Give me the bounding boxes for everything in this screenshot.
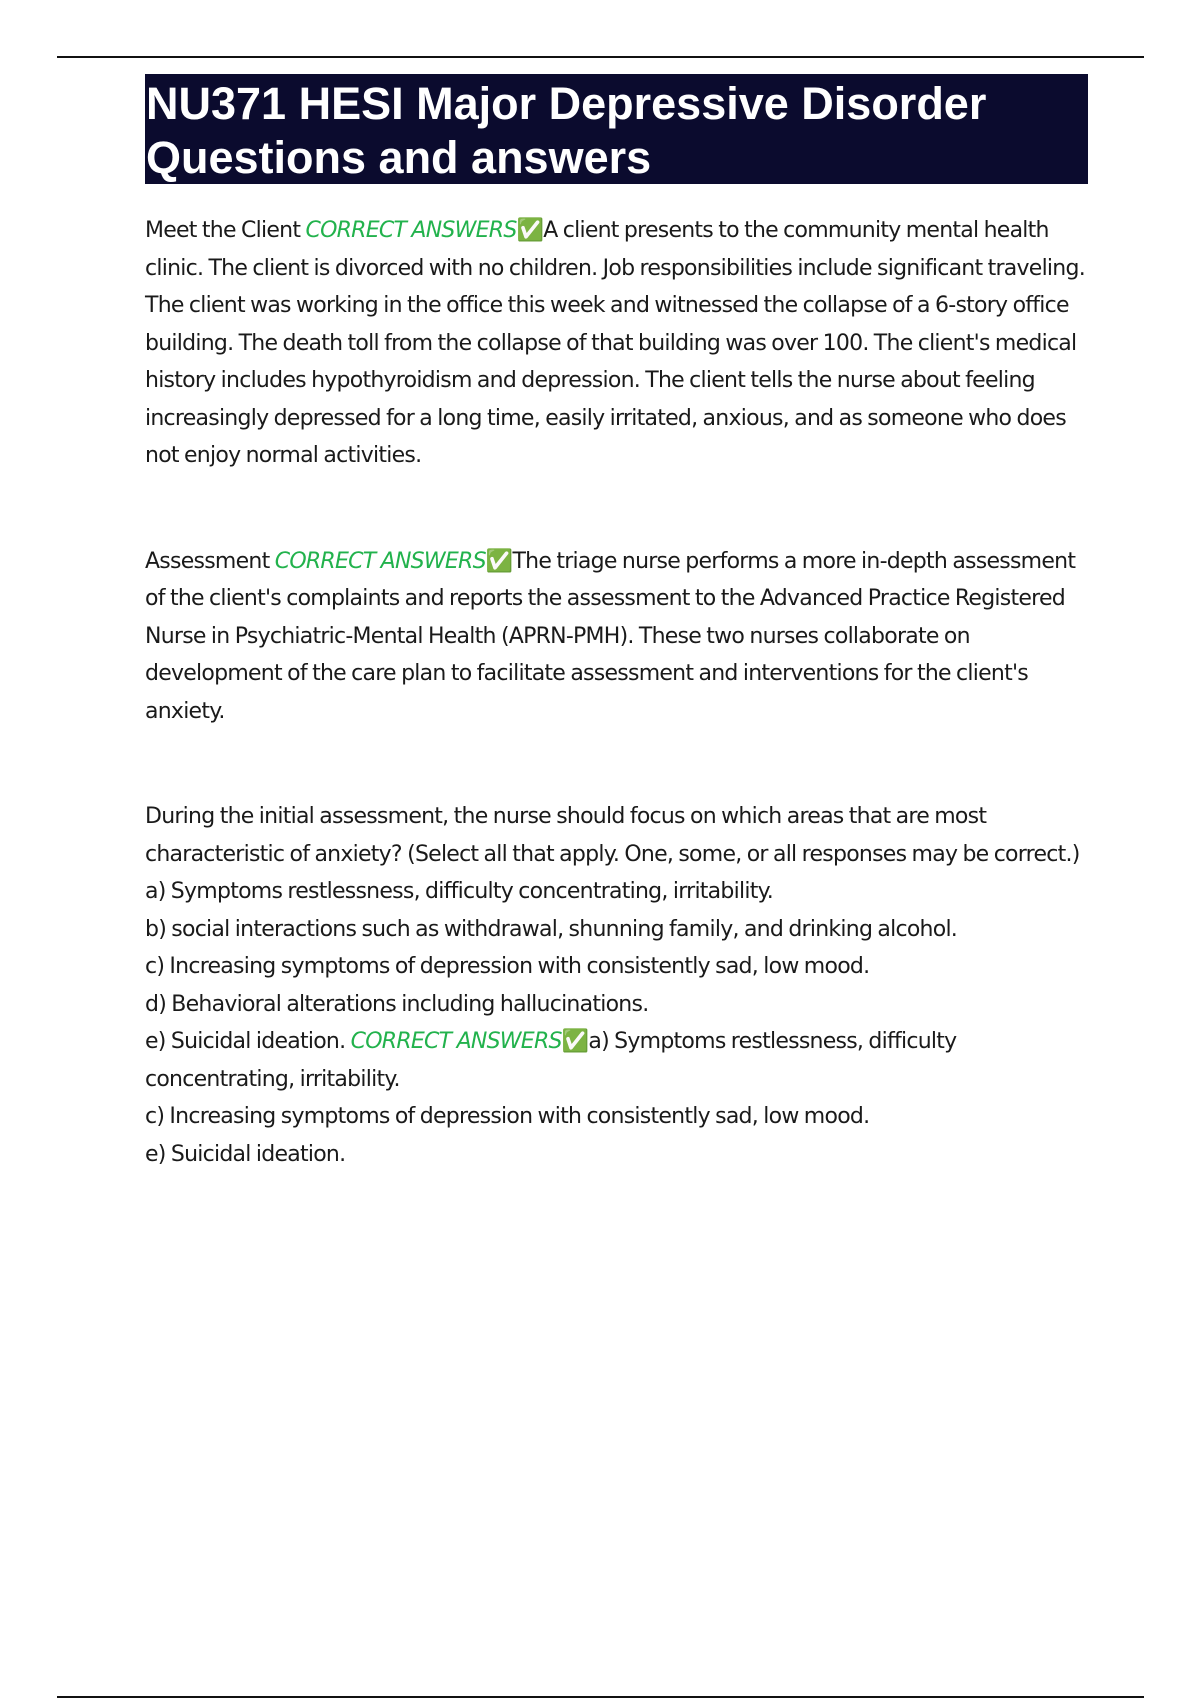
correct-answers-label: CORRECT ANSWERS [350, 1029, 562, 1054]
assessment-body: The triage nurse performs a more in-depth assessment of the client's complaints and reports the assessment to the Advanced Practice Registered Nurse in Psychiatric-Mental Health (APRN-PMH). These two nurses collaborate on development of the care plan to facilitate assessment and interventions for the client's anxiety. [145, 548, 1076, 724]
check-icon: ✅ [516, 218, 544, 243]
option-c: c) Increasing symptoms of depression with consistently sad, low mood. [145, 954, 870, 979]
meet-the-client-body: A client presents to the community mental health clinic. The client is divorced with no children. Job responsibilities include significant traveling. The client was working in the office this week and witnessed the collapse of a 6-story office building. The death toll from the collapse of that building was over 100. The client's medical history includes hypothyroidism and depression. The client tells the nurse about feeling increasingly depressed for a long time, easily irritated, anxious, and as someone who does not enjoy normal activities. [145, 218, 1085, 468]
option-d: d) Behavioral alterations including hallucinations. [145, 991, 649, 1017]
document-title: NU371 HESI Major Depressive Disorder Questions and answers [145, 74, 1088, 184]
answer-c: c) Increasing symptoms of depression with consistently sad, low mood. [145, 1104, 870, 1129]
check-icon: ✅ [485, 548, 513, 574]
option-b: b) social interactions such as withdrawal, shunning family, and drinking alcohol. [145, 916, 958, 942]
meet-the-client-paragraph [145, 212, 1095, 475]
option-e-with-answer [145, 1023, 1095, 1098]
bottom-rule [57, 1696, 1144, 1698]
question-stem: During the initial assessment, the nurse should focus on which areas that are most characteristic of anxiety? (Select all that apply. One, some, or all responses may be correct.) [145, 804, 1080, 867]
correct-answers-label: CORRECT ANSWERS [274, 548, 486, 574]
option-e: e) Suicidal ideation. [145, 1029, 346, 1054]
document-body [145, 212, 1095, 1173]
answer-a: a) Symptoms restlessness, difficulty concentrating, irritability. [145, 1029, 957, 1092]
assessment-paragraph [145, 543, 1095, 731]
meet-the-client-lead: Meet the Client [145, 218, 301, 243]
top-rule [57, 56, 1144, 58]
answer-e: e) Suicidal ideation. [145, 1141, 346, 1167]
correct-answers-label: CORRECT ANSWERS [305, 218, 517, 243]
check-icon: ✅ [561, 1029, 589, 1054]
option-a: a) Symptoms restlessness, difficulty concentrating, irritability. [145, 879, 773, 904]
assessment-lead: Assessment [145, 548, 270, 574]
